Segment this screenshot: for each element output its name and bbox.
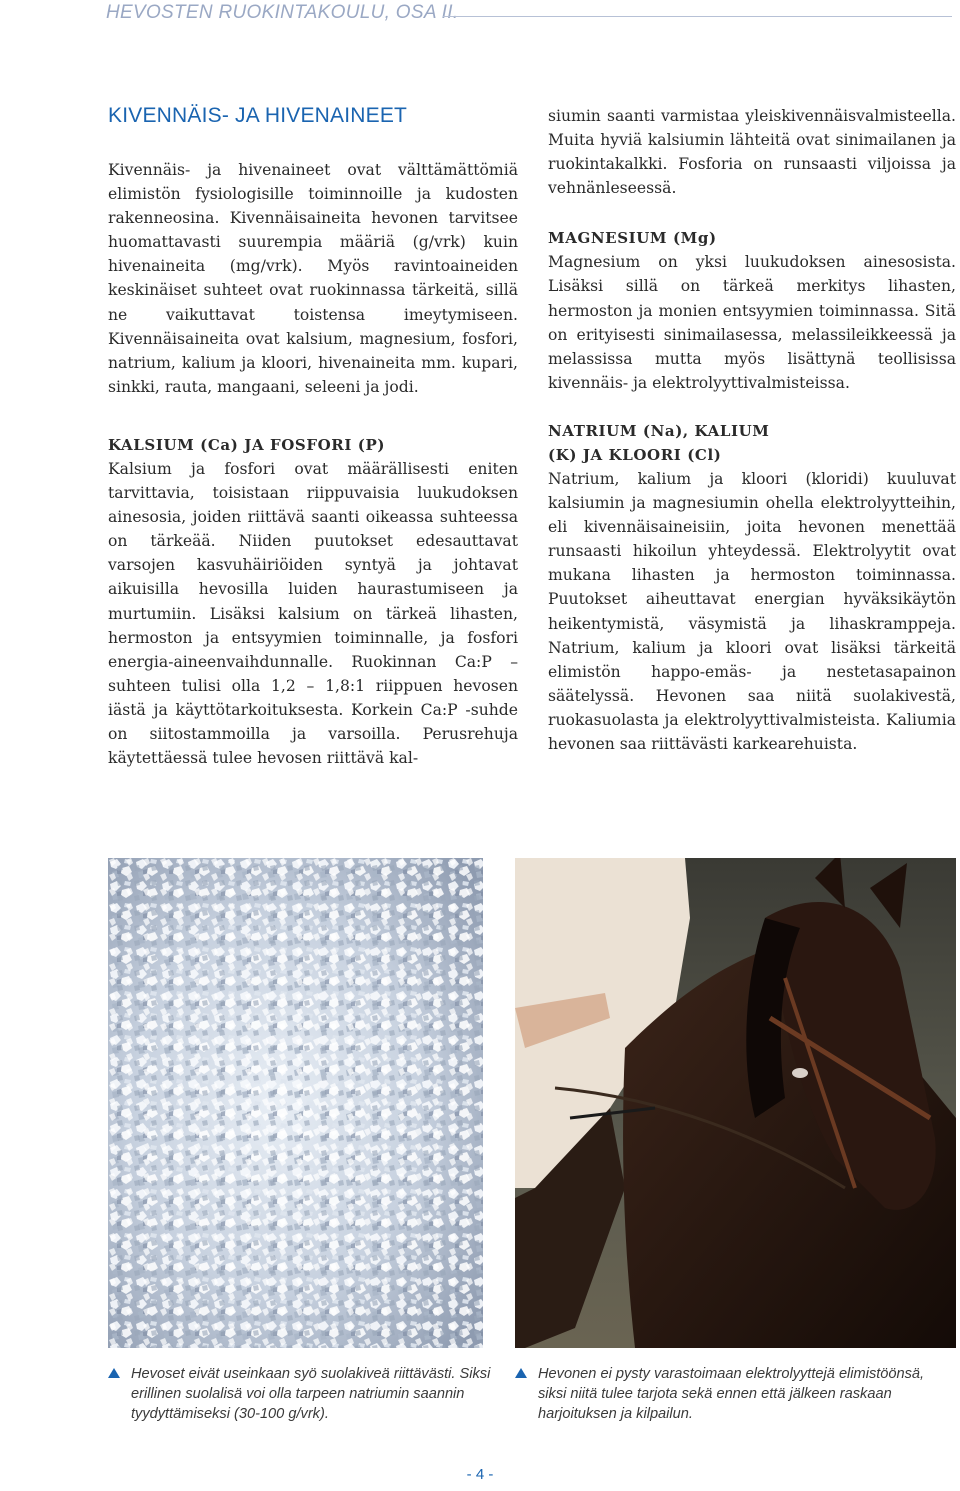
salt-crystals-photo bbox=[108, 858, 483, 1348]
triangle-bullet-icon bbox=[108, 1368, 120, 1378]
natrium-heading-line2: (K) JA KLOORI (Cl) bbox=[548, 445, 722, 464]
right-column bbox=[548, 104, 956, 756]
running-header-title: HEVOSTEN RUOKINTAKOULU, OSA II. bbox=[106, 2, 459, 23]
magnesium-paragraph: Magnesium on yksi luukudoksen ainesosista. Lisäksi sillä on tärkeä merkitys lihasten, hermoston ja monien entsyymien toiminnassa. Sitä on erityisesti sinimailasessa, melassileikkeessä ja melassissa mutta myös lisättynä teollisissa kivennäis- ja elektrolyyttivalmisteissa. bbox=[548, 253, 956, 392]
caption-left-text: Hevoset eivät useinkaan syö suolakiveä riittävästi. Siksi erillinen suolalisä voi olla tarpeen natriumin saannin tyydyttämiseksi (30-100 g/vrk). bbox=[131, 1366, 491, 1422]
header-rule bbox=[443, 16, 952, 17]
caption-right-text: Hevonen ei pysty varastoimaan elektrolyyttejä elimistöönsä, siksi niitä tulee tarjota sekä ennen että jälkeen raskaan harjoituksen ja kilpailun. bbox=[538, 1366, 925, 1422]
natrium-heading-line1: NATRIUM (Na), KALIUM bbox=[548, 421, 770, 440]
intro-paragraph: Kivennäis- ja hivenaineet ovat välttämättömiä elimistön fysiologisille toiminnoille ja kudosten rakenneosina. Kivennäisaineita hevonen tarvitsee huomattavasti suurempia määriä (g/vrk) kuin hivenaineita (mg/vrk). Myös ravintoaineiden keskinäiset suhteet ovat ruokinnassa tärkeitä, sillä ne vaikuttavat toistensa imeytymiseen. Kivennäisaineita ovat kalsium, magnesium, fosfori, natrium, kalium ja kloori, hivenaineita mm. kupari, sinkki, rauta, mangaani, seleeni ja jodi. bbox=[108, 161, 518, 396]
page-number: - 4 - bbox=[466, 1466, 494, 1483]
calcium-paragraph: Kalsium ja fosfori ovat määrällisesti eniten tarvittavia, toisistaan riippuvaisia luukudoksen ainesosia, joiden riittävä saanti oikeassa suhteessa on tärkeää. Niiden puutokset edesauttavat varsojen kasvuhäiriöiden syntyä ja johtavat aikuisilla hevosilla luiden haurastumiseen ja murtumiin. Lisäksi kalsium on tärkeä lihasten, hermoston ja entsyymien toiminnalle, ja fosfori energia-aineenvaihdunnalle. Ruokinnan Ca:P –suhteen tulisi olla 1,2 – 1,8:1 riippuen hevosen iästä ja käyttötarkoituksesta. Korkein Ca:P -suhde on siitostammoilla ja varsoilla. Perusrehuja käytettäessä tulee hevosen riittävä kal- bbox=[108, 459, 518, 768]
horse-photo bbox=[515, 858, 956, 1348]
natrium-paragraph: Natrium, kalium ja kloori (kloridi) kuuluvat kalsiumin ja magnesiumin ohella elektrolyytteihin, eli kivennäisaineisiin, joita hevonen menettää runsaasti hikoilun yhteydessä. Elektrolyytit ovat mukana lihasten ja hermoston toiminnassa. Puutokset aiheuttavat energian hyväksikäytön heikentymistä, väsymistä ja lihaskramppeja. Natrium, kalium ja kloori ovat lisäksi tärkeitä elimistön happo-emäs- ja nestetasapainon säätelyssä. Hevonen saa niitä suolakivestä, ruokasuolasta ja elektrolyyttivalmisteista. Kaliumia hevonen saa riittävästi karkearehuista. bbox=[548, 469, 956, 753]
calcium-heading: KALSIUM (Ca) JA FOSFORI (P) bbox=[108, 435, 386, 454]
calcium-continuation: siumin saanti varmistaa yleiskivennäisvalmisteella. Muita hyviä kalsiumin lähteitä ovat sinimailanen ja ruokintakalkki. Fosforia on runsaasti viljoissa ja vehnänleseessä. bbox=[548, 107, 956, 198]
magnesium-heading: MAGNESIUM (Mg) bbox=[548, 229, 717, 248]
caption-right bbox=[515, 1364, 955, 1424]
left-column bbox=[108, 104, 518, 770]
section-title: KIVENNÄIS- JA HIVENAINEET bbox=[108, 104, 408, 127]
triangle-bullet-icon bbox=[515, 1368, 527, 1378]
caption-left bbox=[108, 1364, 508, 1424]
